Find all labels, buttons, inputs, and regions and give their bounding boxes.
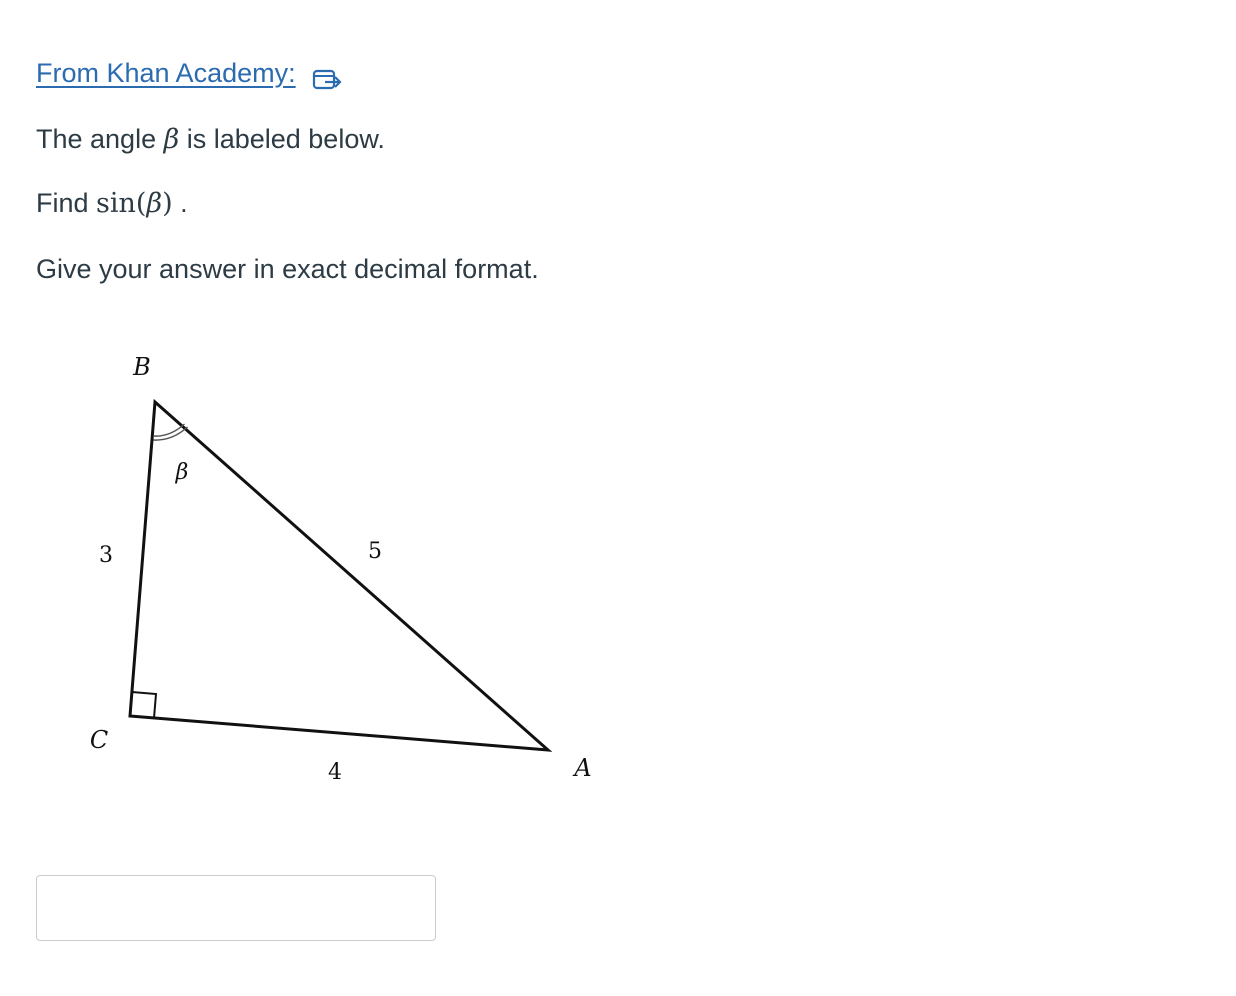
question-line-format: Give your answer in exact decimal format. — [36, 254, 539, 284]
sin-beta-symbol: β — [146, 188, 163, 219]
side-ca-label: 4 — [328, 760, 342, 785]
beta-symbol: β — [163, 124, 180, 155]
angle-text-end: is labeled below. — [179, 124, 385, 154]
sin-function: sin — [96, 188, 136, 219]
vertex-a-label: A — [574, 754, 592, 782]
find-text: Find — [36, 188, 97, 218]
question-line-find — [36, 188, 188, 219]
answer-input[interactable] — [36, 875, 436, 941]
khan-academy-link[interactable]: From Khan Academy: — [36, 58, 296, 88]
angle-text-start: The angle — [36, 124, 164, 154]
triangle-figure — [70, 330, 630, 810]
external-link-icon[interactable] — [312, 66, 344, 92]
sin-close-paren: ) — [162, 188, 173, 219]
vertex-b-label: B — [133, 353, 151, 381]
side-bc-label: 3 — [99, 543, 113, 568]
triangle-shape — [130, 402, 548, 750]
sin-open-paren: ( — [135, 188, 147, 219]
right-angle-marker — [132, 692, 156, 718]
question-line-angle — [36, 124, 385, 155]
find-period: . — [172, 188, 188, 218]
side-ab-label: 5 — [368, 539, 382, 564]
angle-beta-label: β — [175, 460, 189, 485]
vertex-c-label: C — [89, 726, 109, 754]
